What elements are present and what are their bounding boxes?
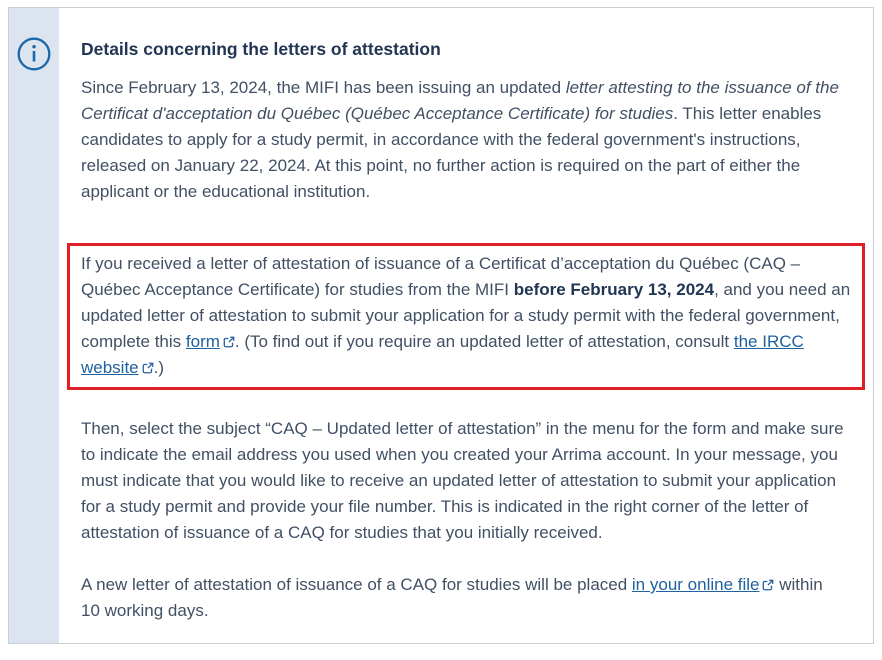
info-callout-content [59, 8, 873, 643]
text: .) [153, 358, 165, 377]
intro-paragraph [81, 75, 845, 205]
external-link-icon [142, 362, 154, 374]
bold-text: before February 13, 2024 [513, 280, 715, 299]
info-callout-stripe [9, 8, 59, 643]
text: If you received a letter of attestation of issuance of a Certificat d’acceptation du Québec (CAQ – Québec Acceptance Certificate) for studies from the MIFI [81, 254, 801, 299]
online-file-link[interactable]: in your online file [632, 575, 775, 594]
form-link[interactable]: form [186, 332, 235, 351]
highlight-paragraph [81, 251, 851, 381]
text: within 10 working days. [81, 575, 823, 620]
text: . This letter enables candidates to apply for a study permit, in accordance with the federal government's instructions, released on January 22, 2024. At this point, no further action is required on the part of either the applicant or the educational institution. [81, 104, 822, 201]
info-icon [17, 37, 51, 71]
ircc-website-link[interactable]: the IRCC website [81, 332, 804, 377]
info-callout [8, 7, 874, 644]
external-link-icon [762, 579, 774, 591]
italic-text: letter attesting to the issuance of the Certificat d'acceptation du Québec (Québec Acceptance Certificate) for studies [81, 78, 839, 123]
text: Since February 13, 2024, the MIFI has been issuing an updated [81, 78, 566, 97]
text: , and you need an updated letter of attestation to submit your application for a study permit with the federal government, complete this [81, 280, 851, 351]
text: Then, select the subject “CAQ – Updated letter of attestation” in the menu for the form and make sure to indicate the email address you used when you created your Arrima account. In your message, you must indicate that you would like to receive an updated letter of attestation to submit your application for a study permit and provide your file number. This is indicated in the right corner of the letter of attestation of issuance of a CAQ for studies that you initially received. [81, 419, 844, 542]
text: A new letter of attestation of issuance of a CAQ for studies will be placed [81, 575, 632, 594]
external-link-icon [223, 336, 235, 348]
callout-title: Details concerning the letters of attestation [81, 39, 441, 59]
highlight-box [67, 243, 865, 390]
closing-paragraph [81, 572, 845, 624]
text: . (To find out if you require an updated letter of attestation, consult [234, 332, 734, 351]
instructions-paragraph [81, 416, 845, 546]
